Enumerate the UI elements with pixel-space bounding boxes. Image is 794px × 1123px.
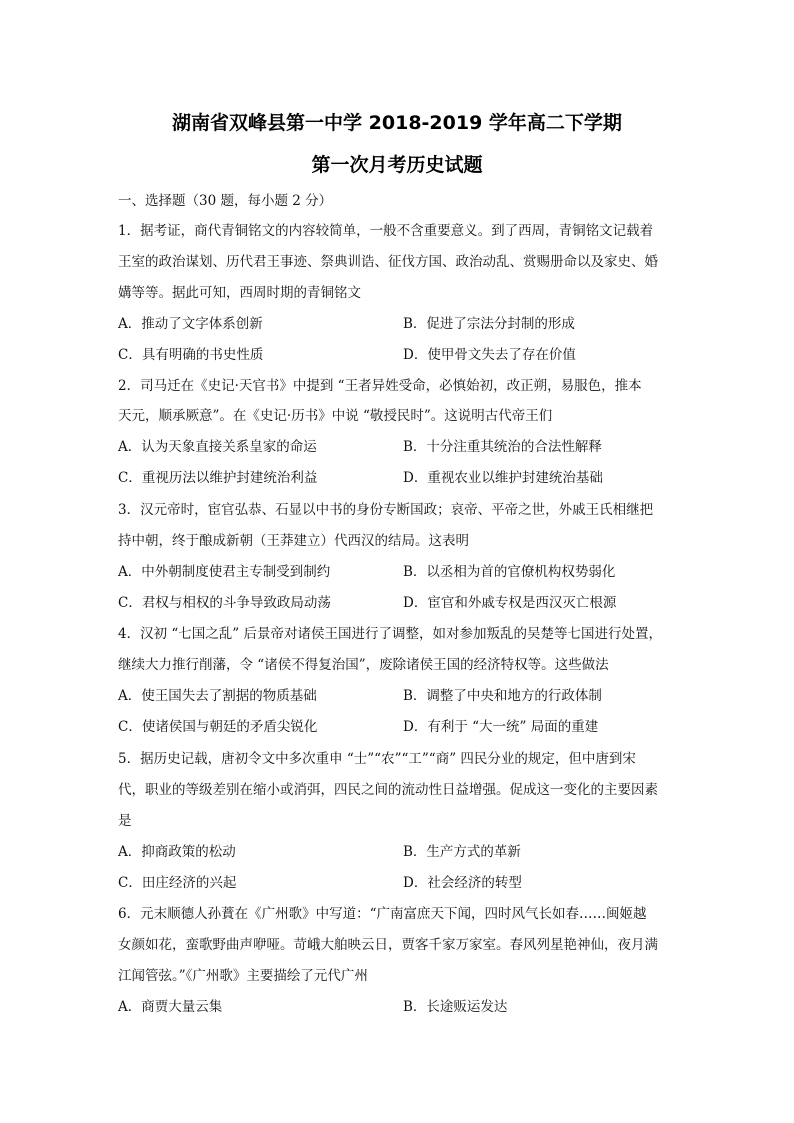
question-4-option-b: B．调整了中央和地方的行政体制	[403, 688, 602, 704]
question-1-line-3: 媾等等。据此可知，西周时期的青铜铭文	[118, 285, 361, 301]
question-2-option-d: D．重视农业以维护封建统治基础	[403, 470, 603, 486]
question-1-line-1: 1．据考证，商代青铜铭文的内容较简单，一般不含重要意义。到了西周，青铜铭文记载着	[118, 223, 654, 239]
question-6-line-3: 江闻管弦。”《广州歌》主要描绘了元代广州	[118, 968, 368, 984]
question-5-line-3: 是	[118, 813, 132, 829]
question-3-option-d: D．宦官和外戚专权是西汉灭亡根源	[403, 595, 617, 611]
question-3-option-c: C．君权与相权的斗争导致政局动荡	[118, 595, 331, 611]
question-1-line-2: 王室的政治谋划、历代君王事迹、祭典训诰、征伐方国、政治动乱、赏赐册命以及家史、婚	[118, 254, 658, 270]
question-3-option-a: A．中外朝制度使君主专制受到制约	[118, 564, 331, 580]
question-5-line-2: 代，职业的等级差别在缩小或消弭，四民之间的流动性日益增强。促成这一变化的主要因素	[118, 782, 658, 798]
question-2-line-1: 2．司马迁在《史记·天官书》中提到 “王者异姓受命，必慎始初，改正朔，易服色，推本	[118, 378, 642, 394]
question-3-line-1: 3．汉元帝时，宦官弘恭、石显以中书的身份专断国政；哀帝、平帝之世，外戚王氏相继把	[118, 502, 654, 518]
question-4-line-2: 继续大力推行削藩，令 “诸侯不得复治国”，废除诸侯王国的经济特权等。这些做法	[118, 657, 609, 673]
question-5-option-a: A．抑商政策的松动	[118, 844, 236, 860]
exam-title: 湖南省双峰县第一中学 2018-2019 学年高二下学期	[172, 112, 622, 134]
question-2-line-2: 天元，顺承厥意”。在《史记·历书》中说 “敬授民时”。这说明古代帝王们	[118, 408, 553, 424]
question-1-option-d: D．使甲骨文失去了存在价值	[403, 347, 576, 363]
question-5-option-c: C．田庄经济的兴起	[118, 875, 237, 891]
question-1-option-b: B．促进了宗法分封制的形成	[403, 316, 575, 332]
question-2-option-b: B．十分注重其统治的合法性解释	[403, 439, 602, 455]
question-4-option-c: C．使诸侯国与朝廷的矛盾尖锐化	[118, 719, 318, 735]
question-6-option-b: B．长途贩运发达	[403, 999, 508, 1015]
question-1-option-c: C．具有明确的书史性质	[118, 347, 264, 363]
question-1-option-a: A．推动了文字体系创新	[118, 316, 263, 332]
question-5-line-1: 5．据历史记载，唐初令文中多次重申 “士”“农”“工”“商” 四民分业的规定，但中唐到宋	[118, 751, 636, 767]
question-5-option-b: B．生产方式的革新	[403, 844, 521, 860]
question-2-option-c: C．重视历法以维护封建统治利益	[118, 470, 318, 486]
question-3-option-b: B．以丞相为首的官僚机构权势弱化	[403, 564, 616, 580]
question-2-option-a: A．认为天象直接关系皇家的命运	[118, 439, 317, 455]
question-4-option-a: A．使王国失去了割据的物质基础	[118, 688, 317, 704]
section-heading: 一、选择题（30 题，每小题 2 分）	[118, 193, 333, 209]
question-4-line-1: 4．汉初 “七国之乱” 后景帝对诸侯王国进行了调整，如对参加叛乱的吴楚等七国进行处置，	[118, 626, 662, 642]
question-6-line-1: 6．元末顺德人孙蕡在《广州歌》中写道：“广南富庶天下闻，四时风气长如春……闽姬越	[118, 906, 647, 922]
question-6-option-a: A．商贾大量云集	[118, 999, 223, 1015]
question-3-line-2: 持中朝，终于酿成新朝（王莽建立）代西汉的结局。这表明	[118, 533, 469, 549]
question-4-option-d: D．有利于 “大一统” 局面的重建	[403, 719, 599, 735]
question-5-option-d: D．社会经济的转型	[403, 875, 522, 891]
question-6-line-2: 女颜如花，蛮歌野曲声咿哑。苛峨大舶映云日，贾客千家万家室。春风列星艳神仙，夜月满	[118, 937, 658, 953]
exam-subtitle: 第一次月考历史试题	[311, 154, 483, 176]
